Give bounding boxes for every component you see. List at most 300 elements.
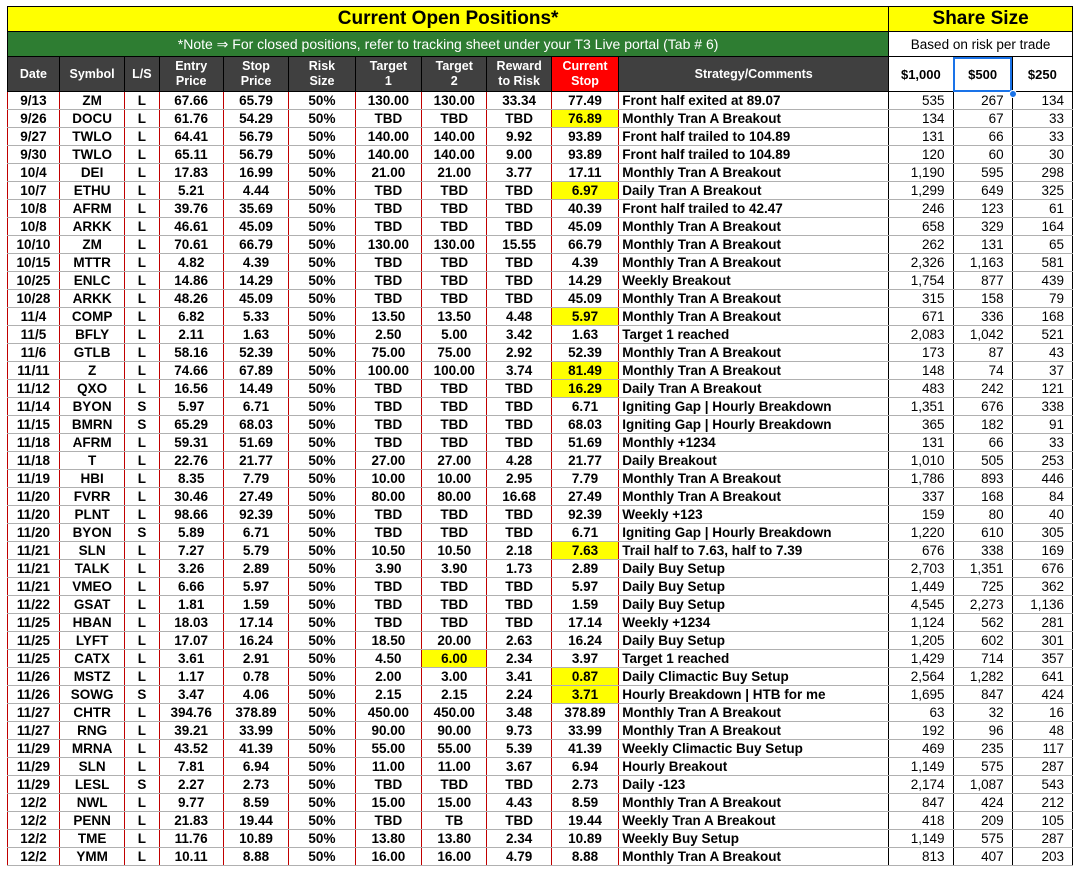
cell-share-1000[interactable]: 1,299 <box>889 182 953 200</box>
cell-share-1000[interactable]: 365 <box>889 416 953 434</box>
cell-long-short[interactable]: L <box>125 452 159 470</box>
cell-strategy[interactable]: Daily Climactic Buy Setup <box>619 668 889 686</box>
cell-date[interactable]: 11/29 <box>8 776 60 794</box>
cell-share-500[interactable]: 1,282 <box>953 668 1012 686</box>
cell-share-500[interactable]: 893 <box>953 470 1012 488</box>
cell-date[interactable]: 10/25 <box>8 272 60 290</box>
cell-date[interactable]: 10/7 <box>8 182 60 200</box>
cell-strategy[interactable]: Target 1 reached <box>619 326 889 344</box>
cell-long-short[interactable]: L <box>125 308 159 326</box>
cell-symbol[interactable]: SLN <box>59 542 124 560</box>
cell-symbol[interactable]: AFRM <box>59 434 124 452</box>
cell-long-short[interactable]: L <box>125 812 159 830</box>
cell-share-250[interactable]: 203 <box>1012 848 1072 866</box>
cell-stop-price[interactable]: 67.89 <box>223 362 288 380</box>
cell-share-250[interactable]: 543 <box>1012 776 1072 794</box>
cell-share-1000[interactable]: 1,754 <box>889 272 953 290</box>
cell-current-stop[interactable]: 1.59 <box>551 596 618 614</box>
cell-long-short[interactable]: L <box>125 200 159 218</box>
cell-risk-size[interactable]: 50% <box>289 200 355 218</box>
cell-reward-to-risk[interactable]: 2.63 <box>487 632 551 650</box>
cell-target-1[interactable]: TBD <box>355 434 421 452</box>
cell-share-250[interactable]: 79 <box>1012 290 1072 308</box>
cell-reward-to-risk[interactable]: TBD <box>487 380 551 398</box>
col-header-stop-price[interactable] <box>223 57 288 92</box>
cell-strategy[interactable]: Monthly Tran A Breakout <box>619 164 889 182</box>
cell-entry-price[interactable]: 70.61 <box>159 236 223 254</box>
cell-entry-price[interactable]: 11.76 <box>159 830 223 848</box>
cell-stop-price[interactable]: 33.99 <box>223 722 288 740</box>
cell-share-250[interactable]: 253 <box>1012 452 1072 470</box>
cell-share-1000[interactable]: 1,429 <box>889 650 953 668</box>
cell-date[interactable]: 11/12 <box>8 380 60 398</box>
cell-entry-price[interactable]: 65.11 <box>159 146 223 164</box>
cell-share-250[interactable]: 48 <box>1012 722 1072 740</box>
cell-date[interactable]: 10/10 <box>8 236 60 254</box>
cell-entry-price[interactable]: 43.52 <box>159 740 223 758</box>
cell-stop-price[interactable]: 0.78 <box>223 668 288 686</box>
cell-long-short[interactable]: L <box>125 704 159 722</box>
cell-current-stop[interactable]: 378.89 <box>551 704 618 722</box>
cell-share-500[interactable]: 610 <box>953 524 1012 542</box>
cell-date[interactable]: 11/19 <box>8 470 60 488</box>
cell-target-2[interactable]: 10.50 <box>422 542 487 560</box>
cell-long-short[interactable]: L <box>125 614 159 632</box>
cell-long-short[interactable]: S <box>125 524 159 542</box>
cell-long-short[interactable]: L <box>125 434 159 452</box>
cell-risk-size[interactable]: 50% <box>289 758 355 776</box>
cell-current-stop[interactable]: 6.71 <box>551 398 618 416</box>
cell-stop-price[interactable]: 5.97 <box>223 578 288 596</box>
cell-share-500[interactable]: 676 <box>953 398 1012 416</box>
cell-stop-price[interactable]: 378.89 <box>223 704 288 722</box>
cell-share-250[interactable]: 33 <box>1012 110 1072 128</box>
cell-reward-to-risk[interactable]: TBD <box>487 578 551 596</box>
cell-share-250[interactable]: 169 <box>1012 542 1072 560</box>
cell-target-1[interactable]: 11.00 <box>355 758 421 776</box>
cell-date[interactable]: 12/2 <box>8 812 60 830</box>
cell-strategy[interactable]: Front half trailed to 104.89 <box>619 146 889 164</box>
cell-symbol[interactable]: TWLO <box>59 146 124 164</box>
cell-risk-size[interactable]: 50% <box>289 254 355 272</box>
cell-long-short[interactable]: L <box>125 470 159 488</box>
cell-share-500[interactable]: 1,351 <box>953 560 1012 578</box>
cell-stop-price[interactable]: 45.09 <box>223 218 288 236</box>
cell-risk-size[interactable]: 50% <box>289 92 355 110</box>
cell-risk-size[interactable]: 50% <box>289 308 355 326</box>
cell-strategy[interactable]: Monthly Tran A Breakout <box>619 488 889 506</box>
cell-stop-price[interactable]: 45.09 <box>223 290 288 308</box>
cell-reward-to-risk[interactable]: 4.28 <box>487 452 551 470</box>
cell-symbol[interactable]: PENN <box>59 812 124 830</box>
cell-target-2[interactable]: TBD <box>422 110 487 128</box>
cell-long-short[interactable]: L <box>125 272 159 290</box>
cell-date[interactable]: 11/21 <box>8 542 60 560</box>
cell-strategy[interactable]: Monthly Tran A Breakout <box>619 722 889 740</box>
cell-target-1[interactable]: 21.00 <box>355 164 421 182</box>
cell-risk-size[interactable]: 50% <box>289 524 355 542</box>
cell-date[interactable]: 11/11 <box>8 362 60 380</box>
cell-share-250[interactable]: 424 <box>1012 686 1072 704</box>
cell-share-250[interactable]: 287 <box>1012 830 1072 848</box>
cell-strategy[interactable]: Front half trailed to 104.89 <box>619 128 889 146</box>
cell-risk-size[interactable]: 50% <box>289 848 355 866</box>
cell-reward-to-risk[interactable]: TBD <box>487 614 551 632</box>
cell-strategy[interactable]: Hourly Breakdown | HTB for me <box>619 686 889 704</box>
cell-target-1[interactable]: TBD <box>355 182 421 200</box>
cell-share-250[interactable]: 65 <box>1012 236 1072 254</box>
cell-symbol[interactable]: CHTR <box>59 704 124 722</box>
cell-current-stop[interactable]: 2.73 <box>551 776 618 794</box>
cell-share-250[interactable]: 168 <box>1012 308 1072 326</box>
cell-share-1000[interactable]: 148 <box>889 362 953 380</box>
cell-date[interactable]: 11/21 <box>8 578 60 596</box>
cell-long-short[interactable]: L <box>125 740 159 758</box>
cell-entry-price[interactable]: 8.35 <box>159 470 223 488</box>
cell-share-250[interactable]: 1,136 <box>1012 596 1072 614</box>
cell-target-1[interactable]: TBD <box>355 812 421 830</box>
cell-entry-price[interactable]: 5.97 <box>159 398 223 416</box>
cell-target-2[interactable]: 130.00 <box>422 236 487 254</box>
cell-target-1[interactable]: 16.00 <box>355 848 421 866</box>
cell-risk-size[interactable]: 50% <box>289 560 355 578</box>
cell-date[interactable]: 11/27 <box>8 704 60 722</box>
cell-current-stop[interactable]: 93.89 <box>551 128 618 146</box>
cell-symbol[interactable]: LESL <box>59 776 124 794</box>
cell-share-500[interactable]: 60 <box>953 146 1012 164</box>
cell-stop-price[interactable]: 4.44 <box>223 182 288 200</box>
cell-stop-price[interactable]: 2.73 <box>223 776 288 794</box>
cell-symbol[interactable]: ENLC <box>59 272 124 290</box>
cell-target-1[interactable]: 4.50 <box>355 650 421 668</box>
cell-strategy[interactable]: Weekly +123 <box>619 506 889 524</box>
cell-stop-price[interactable]: 17.14 <box>223 614 288 632</box>
cell-current-stop[interactable]: 68.03 <box>551 416 618 434</box>
cell-reward-to-risk[interactable]: 1.73 <box>487 560 551 578</box>
col-header-target-1[interactable] <box>355 57 421 92</box>
col-header-share-1000[interactable]: $1,000 <box>889 57 953 92</box>
cell-target-2[interactable]: TBD <box>422 290 487 308</box>
cell-stop-price[interactable]: 52.39 <box>223 344 288 362</box>
cell-symbol[interactable]: SOWG <box>59 686 124 704</box>
cell-current-stop[interactable]: 17.14 <box>551 614 618 632</box>
cell-target-1[interactable]: 13.80 <box>355 830 421 848</box>
cell-reward-to-risk[interactable]: 15.55 <box>487 236 551 254</box>
cell-stop-price[interactable]: 6.71 <box>223 524 288 542</box>
cell-share-500[interactable]: 714 <box>953 650 1012 668</box>
cell-reward-to-risk[interactable]: 3.77 <box>487 164 551 182</box>
cell-share-1000[interactable]: 246 <box>889 200 953 218</box>
cell-share-250[interactable]: 325 <box>1012 182 1072 200</box>
cell-symbol[interactable]: MSTZ <box>59 668 124 686</box>
cell-date[interactable]: 10/4 <box>8 164 60 182</box>
cell-target-1[interactable]: 2.15 <box>355 686 421 704</box>
cell-share-1000[interactable]: 2,174 <box>889 776 953 794</box>
cell-target-2[interactable]: TB <box>422 812 487 830</box>
cell-date[interactable]: 11/29 <box>8 740 60 758</box>
cell-risk-size[interactable]: 50% <box>289 740 355 758</box>
cell-target-1[interactable]: TBD <box>355 290 421 308</box>
cell-strategy[interactable]: Monthly Tran A Breakout <box>619 704 889 722</box>
cell-risk-size[interactable]: 50% <box>289 272 355 290</box>
cell-entry-price[interactable]: 2.27 <box>159 776 223 794</box>
cell-share-250[interactable]: 40 <box>1012 506 1072 524</box>
cell-risk-size[interactable]: 50% <box>289 812 355 830</box>
cell-strategy[interactable]: Daily Breakout <box>619 452 889 470</box>
cell-risk-size[interactable]: 50% <box>289 128 355 146</box>
cell-current-stop[interactable]: 45.09 <box>551 218 618 236</box>
cell-strategy[interactable]: Daily Buy Setup <box>619 560 889 578</box>
cell-risk-size[interactable]: 50% <box>289 398 355 416</box>
cell-date[interactable]: 9/13 <box>8 92 60 110</box>
cell-share-500[interactable]: 562 <box>953 614 1012 632</box>
col-header-share-500[interactable]: $500 <box>953 57 1012 92</box>
cell-share-1000[interactable]: 1,190 <box>889 164 953 182</box>
cell-share-250[interactable]: 212 <box>1012 794 1072 812</box>
cell-share-1000[interactable]: 847 <box>889 794 953 812</box>
cell-long-short[interactable]: L <box>125 542 159 560</box>
cell-current-stop[interactable]: 27.49 <box>551 488 618 506</box>
cell-symbol[interactable]: SLN <box>59 758 124 776</box>
cell-target-2[interactable]: 3.00 <box>422 668 487 686</box>
col-header-strategy[interactable]: Strategy/Comments <box>619 57 889 92</box>
cell-symbol[interactable]: BFLY <box>59 326 124 344</box>
cell-symbol[interactable]: ZM <box>59 92 124 110</box>
cell-risk-size[interactable]: 50% <box>289 344 355 362</box>
cell-share-250[interactable]: 521 <box>1012 326 1072 344</box>
cell-current-stop[interactable]: 45.09 <box>551 290 618 308</box>
cell-long-short[interactable]: L <box>125 488 159 506</box>
cell-long-short[interactable]: L <box>125 596 159 614</box>
cell-symbol[interactable]: TWLO <box>59 128 124 146</box>
cell-symbol[interactable]: YMM <box>59 848 124 866</box>
cell-target-1[interactable]: 130.00 <box>355 92 421 110</box>
cell-reward-to-risk[interactable]: 9.73 <box>487 722 551 740</box>
cell-symbol[interactable]: CATX <box>59 650 124 668</box>
cell-reward-to-risk[interactable]: TBD <box>487 290 551 308</box>
col-header-symbol[interactable]: Symbol <box>59 57 124 92</box>
cell-risk-size[interactable]: 50% <box>289 146 355 164</box>
cell-reward-to-risk[interactable]: TBD <box>487 434 551 452</box>
cell-entry-price[interactable]: 59.31 <box>159 434 223 452</box>
cell-current-stop[interactable]: 52.39 <box>551 344 618 362</box>
cell-long-short[interactable]: L <box>125 758 159 776</box>
cell-reward-to-risk[interactable]: 3.74 <box>487 362 551 380</box>
cell-entry-price[interactable]: 1.81 <box>159 596 223 614</box>
cell-strategy[interactable]: Monthly Tran A Breakout <box>619 290 889 308</box>
share-size-title[interactable]: Share Size <box>889 7 1073 32</box>
cell-risk-size[interactable]: 50% <box>289 290 355 308</box>
cell-current-stop[interactable]: 66.79 <box>551 236 618 254</box>
cell-current-stop[interactable]: 16.29 <box>551 380 618 398</box>
cell-entry-price[interactable]: 1.17 <box>159 668 223 686</box>
cell-share-500[interactable]: 338 <box>953 542 1012 560</box>
cell-symbol[interactable]: QXO <box>59 380 124 398</box>
cell-reward-to-risk[interactable]: 4.48 <box>487 308 551 326</box>
cell-target-1[interactable]: TBD <box>355 272 421 290</box>
cell-current-stop[interactable]: 5.97 <box>551 308 618 326</box>
cell-current-stop[interactable]: 40.39 <box>551 200 618 218</box>
cell-share-1000[interactable]: 1,205 <box>889 632 953 650</box>
cell-symbol[interactable]: AFRM <box>59 200 124 218</box>
cell-target-1[interactable]: 18.50 <box>355 632 421 650</box>
cell-reward-to-risk[interactable]: TBD <box>487 200 551 218</box>
cell-stop-price[interactable]: 10.89 <box>223 830 288 848</box>
cell-share-500[interactable]: 329 <box>953 218 1012 236</box>
cell-reward-to-risk[interactable]: 3.42 <box>487 326 551 344</box>
cell-long-short[interactable]: L <box>125 506 159 524</box>
cell-current-stop[interactable]: 6.97 <box>551 182 618 200</box>
cell-date[interactable]: 11/5 <box>8 326 60 344</box>
cell-entry-price[interactable]: 16.56 <box>159 380 223 398</box>
cell-entry-price[interactable]: 65.29 <box>159 416 223 434</box>
cell-share-1000[interactable]: 535 <box>889 92 953 110</box>
cell-stop-price[interactable]: 6.71 <box>223 398 288 416</box>
cell-symbol[interactable]: BYON <box>59 398 124 416</box>
cell-target-2[interactable]: 80.00 <box>422 488 487 506</box>
cell-share-1000[interactable]: 1,786 <box>889 470 953 488</box>
cell-share-1000[interactable]: 120 <box>889 146 953 164</box>
cell-strategy[interactable]: Weekly Breakout <box>619 272 889 290</box>
cell-target-2[interactable]: 13.50 <box>422 308 487 326</box>
cell-share-1000[interactable]: 159 <box>889 506 953 524</box>
cell-target-1[interactable]: 10.50 <box>355 542 421 560</box>
cell-share-250[interactable]: 362 <box>1012 578 1072 596</box>
cell-strategy[interactable]: Monthly Tran A Breakout <box>619 794 889 812</box>
cell-target-2[interactable]: TBD <box>422 434 487 452</box>
cell-share-1000[interactable]: 337 <box>889 488 953 506</box>
cell-symbol[interactable]: MRNA <box>59 740 124 758</box>
cell-share-1000[interactable]: 131 <box>889 434 953 452</box>
cell-stop-price[interactable]: 7.79 <box>223 470 288 488</box>
cell-share-500[interactable]: 1,087 <box>953 776 1012 794</box>
cell-long-short[interactable]: S <box>125 776 159 794</box>
cell-share-250[interactable]: 301 <box>1012 632 1072 650</box>
cell-reward-to-risk[interactable]: 16.68 <box>487 488 551 506</box>
cell-date[interactable]: 11/14 <box>8 398 60 416</box>
cell-symbol[interactable]: TALK <box>59 560 124 578</box>
cell-symbol[interactable]: PLNT <box>59 506 124 524</box>
sheet-title[interactable]: Current Open Positions* <box>8 7 889 32</box>
cell-risk-size[interactable]: 50% <box>289 218 355 236</box>
cell-reward-to-risk[interactable]: 4.43 <box>487 794 551 812</box>
cell-date[interactable]: 11/20 <box>8 506 60 524</box>
cell-long-short[interactable]: L <box>125 92 159 110</box>
cell-stop-price[interactable]: 27.49 <box>223 488 288 506</box>
cell-share-500[interactable]: 2,273 <box>953 596 1012 614</box>
cell-target-1[interactable]: 130.00 <box>355 236 421 254</box>
cell-strategy[interactable]: Weekly Buy Setup <box>619 830 889 848</box>
col-header-date[interactable]: Date <box>8 57 60 92</box>
cell-entry-price[interactable]: 7.27 <box>159 542 223 560</box>
cell-share-1000[interactable]: 418 <box>889 812 953 830</box>
cell-share-500[interactable]: 725 <box>953 578 1012 596</box>
cell-stop-price[interactable]: 1.63 <box>223 326 288 344</box>
cell-risk-size[interactable]: 50% <box>289 380 355 398</box>
cell-target-1[interactable]: TBD <box>355 110 421 128</box>
cell-current-stop[interactable]: 6.94 <box>551 758 618 776</box>
cell-reward-to-risk[interactable]: 2.34 <box>487 650 551 668</box>
cell-stop-price[interactable]: 2.89 <box>223 560 288 578</box>
cell-target-2[interactable]: TBD <box>422 524 487 542</box>
cell-long-short[interactable]: L <box>125 650 159 668</box>
cell-share-500[interactable]: 242 <box>953 380 1012 398</box>
cell-date[interactable]: 11/18 <box>8 434 60 452</box>
cell-stop-price[interactable]: 16.99 <box>223 164 288 182</box>
cell-share-1000[interactable]: 2,703 <box>889 560 953 578</box>
cell-target-2[interactable]: 6.00 <box>422 650 487 668</box>
cell-share-1000[interactable]: 173 <box>889 344 953 362</box>
cell-share-1000[interactable]: 1,010 <box>889 452 953 470</box>
cell-current-stop[interactable]: 93.89 <box>551 146 618 164</box>
cell-stop-price[interactable]: 66.79 <box>223 236 288 254</box>
cell-strategy[interactable]: Monthly Tran A Breakout <box>619 236 889 254</box>
cell-current-stop[interactable]: 1.63 <box>551 326 618 344</box>
cell-reward-to-risk[interactable]: TBD <box>487 416 551 434</box>
cell-entry-price[interactable]: 9.77 <box>159 794 223 812</box>
cell-share-500[interactable]: 80 <box>953 506 1012 524</box>
cell-target-2[interactable]: 55.00 <box>422 740 487 758</box>
cell-stop-price[interactable]: 65.79 <box>223 92 288 110</box>
cell-target-2[interactable]: TBD <box>422 596 487 614</box>
cell-target-1[interactable]: TBD <box>355 254 421 272</box>
cell-share-500[interactable]: 336 <box>953 308 1012 326</box>
cell-date[interactable]: 10/8 <box>8 200 60 218</box>
cell-strategy[interactable]: Monthly Tran A Breakout <box>619 254 889 272</box>
cell-target-1[interactable]: TBD <box>355 596 421 614</box>
cell-share-1000[interactable]: 1,351 <box>889 398 953 416</box>
cell-entry-price[interactable]: 22.76 <box>159 452 223 470</box>
cell-risk-size[interactable]: 50% <box>289 488 355 506</box>
cell-stop-price[interactable]: 54.29 <box>223 110 288 128</box>
cell-share-500[interactable]: 505 <box>953 452 1012 470</box>
cell-share-250[interactable]: 30 <box>1012 146 1072 164</box>
cell-share-250[interactable]: 287 <box>1012 758 1072 776</box>
cell-long-short[interactable]: L <box>125 668 159 686</box>
cell-share-250[interactable]: 164 <box>1012 218 1072 236</box>
cell-date[interactable]: 10/8 <box>8 218 60 236</box>
cell-risk-size[interactable]: 50% <box>289 326 355 344</box>
cell-share-500[interactable]: 602 <box>953 632 1012 650</box>
cell-long-short[interactable]: L <box>125 830 159 848</box>
cell-share-250[interactable]: 338 <box>1012 398 1072 416</box>
cell-target-2[interactable]: TBD <box>422 506 487 524</box>
cell-share-500[interactable]: 87 <box>953 344 1012 362</box>
cell-strategy[interactable]: Daily Buy Setup <box>619 578 889 596</box>
cell-date[interactable]: 11/26 <box>8 686 60 704</box>
cell-target-2[interactable]: TBD <box>422 776 487 794</box>
cell-share-1000[interactable]: 1,149 <box>889 758 953 776</box>
cell-target-2[interactable]: 75.00 <box>422 344 487 362</box>
selection-handle[interactable] <box>1009 90 1017 98</box>
cell-target-2[interactable]: 13.80 <box>422 830 487 848</box>
cell-share-1000[interactable]: 1,449 <box>889 578 953 596</box>
cell-risk-size[interactable]: 50% <box>289 506 355 524</box>
cell-target-1[interactable]: 13.50 <box>355 308 421 326</box>
cell-share-500[interactable]: 575 <box>953 830 1012 848</box>
cell-target-1[interactable]: TBD <box>355 524 421 542</box>
cell-reward-to-risk[interactable]: TBD <box>487 218 551 236</box>
cell-share-500[interactable]: 424 <box>953 794 1012 812</box>
cell-strategy[interactable]: Front half trailed to 42.47 <box>619 200 889 218</box>
col-header-risk-size[interactable] <box>289 57 355 92</box>
cell-reward-to-risk[interactable]: 5.39 <box>487 740 551 758</box>
cell-date[interactable]: 11/4 <box>8 308 60 326</box>
cell-entry-price[interactable]: 74.66 <box>159 362 223 380</box>
cell-entry-price[interactable]: 39.76 <box>159 200 223 218</box>
cell-date[interactable]: 9/30 <box>8 146 60 164</box>
cell-risk-size[interactable]: 50% <box>289 182 355 200</box>
